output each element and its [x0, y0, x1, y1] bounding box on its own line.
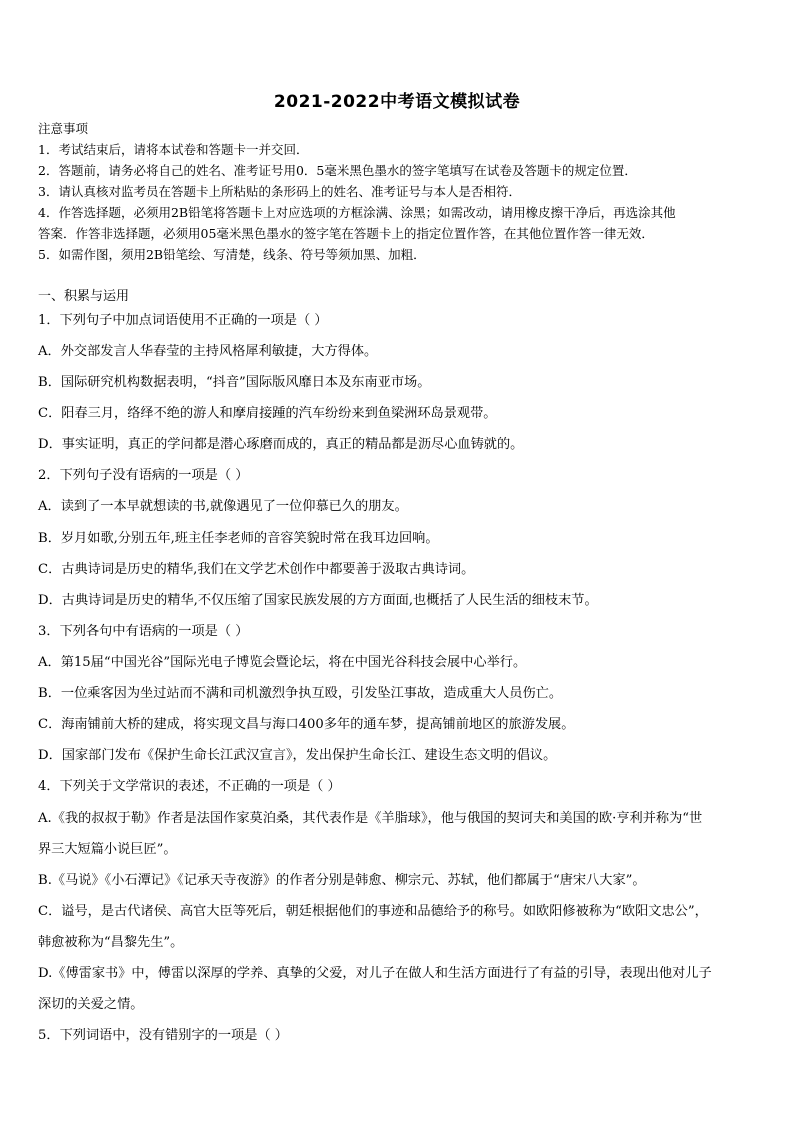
notice-item: 3．请认真核对监考员在答题卡上所粘贴的条形码上的姓名、准考证号与本人是否相符． [38, 184, 521, 199]
option-line: A．外交部发言人华春莹的主持风格犀利敏捷，大方得体。 [38, 344, 378, 359]
question-line: 3．下列各句中有语病的一项是（ ） [38, 624, 249, 639]
option-line: C．海南铺前大桥的建成，将实现文昌与海口400多年的通车梦，提高铺前地区的旅游发展。 [38, 717, 575, 732]
option-line: C．谥号，是古代诸侯、高官大臣等死后，朝廷根据他们的事迹和品德给予的称号。如欧阳修被称为“欧阳文忠公”， [38, 904, 708, 919]
option-line: B．一位乘客因为坐过站而不满和司机激烈争执互殴，引发坠江事故，造成重大人员伤亡。 [38, 686, 562, 701]
question-line: 1．下列句子中加点词语使用不正确的一项是（ ） [38, 313, 328, 328]
question-line: 2．下列句子没有语病的一项是（ ） [38, 468, 249, 483]
question-line: 4．下列关于文学常识的表述，不正确的一项是（ ） [38, 779, 341, 794]
option-line-continued: 界三大短篇小说巨匠”。 [38, 842, 177, 857]
section-heading: 一、积累与运用 [38, 289, 130, 304]
notice-item: 答案．作答非选择题，必须用05毫米黑色墨水的签字笔在答题卡上的指定位置作答，在其他位置作答一律无效． [38, 226, 654, 241]
option-line-continued: 韩愈被称为“昌黎先生”。 [38, 935, 184, 950]
option-line: D．国家部门发布《保护生命长江武汉宣言》，发出保护生命长江、建设生态文明的倡议。 [38, 748, 557, 763]
notice-item: 5．如需作图，须用2B铅笔绘、写清楚，线条、符号等须加黑、加粗． [38, 247, 426, 262]
option-line: D.《傅雷家书》中，傅雷以深厚的学养、真挚的父爱，对儿子在做人和生活方面进行了有益的引导，表现出他对儿子 [38, 966, 712, 981]
option-line-continued: 深切的关爱之情。 [38, 997, 144, 1012]
option-line: A．读到了一本早就想读的书,就像遇见了一位仰慕已久的朋友。 [38, 499, 408, 514]
option-line: D．古典诗词是历史的精华,不仅压缩了国家民族发展的方方面面,也概括了人民生活的细枝末节。 [38, 593, 598, 608]
notice-item: 1．考试结束后，请将本试卷和答题卡一并交回． [38, 142, 309, 157]
option-line: B．岁月如歌,分别五年,班主任李老师的音容笑貌时常在我耳边回响。 [38, 531, 439, 546]
notice-item: 4．作答选择题，必须用2B铅笔将答题卡上对应选项的方框涂满、涂黑；如需改动，请用橡皮擦干净后，再选涂其他 [38, 205, 676, 220]
option-line: C．古典诗词是历史的精华,我们在文学艺术创作中都要善于汲取古典诗词。 [38, 562, 475, 577]
option-line: A．第15届“中国光谷”国际光电子博览会暨论坛，将在中国光谷科技会展中心举行。 [38, 655, 527, 670]
page-title: 2021-2022中考语文模拟试卷 [273, 92, 521, 112]
option-line: B.《马说》《小石潭记》《记承天寺夜游》的作者分别是韩愈、柳宗元、苏轼，他们都属于“唐宋八大家”。 [38, 873, 646, 888]
option-line: A.《我的叔叔于勒》作者是法国作家莫泊桑，其代表作是《羊脂球》，他与俄国的契诃夫和美国的欧·亨利并称为“世 [38, 811, 703, 826]
notice-item: 2．答题前，请务必将自己的姓名、准考证号用0．5毫米黑色墨水的签字笔填写在试卷及答题卡的规定位置． [38, 163, 637, 178]
question-line: 5．下列词语中，没有错别字的一项是（ ） [38, 1028, 288, 1043]
option-line: B．国际研究机构数据表明，“抖音”国际版风靡日本及东南亚市场。 [38, 375, 431, 390]
option-line: C．阳春三月，络绎不绝的游人和摩肩接踵的汽车纷纷来到鱼梁洲环岛景观带。 [38, 406, 497, 421]
notice-heading: 注意事项 [38, 121, 89, 136]
option-line: D．事实证明，真正的学问都是潜心琢磨而成的，真正的精品都是沥尽心血铸就的。 [38, 437, 524, 452]
